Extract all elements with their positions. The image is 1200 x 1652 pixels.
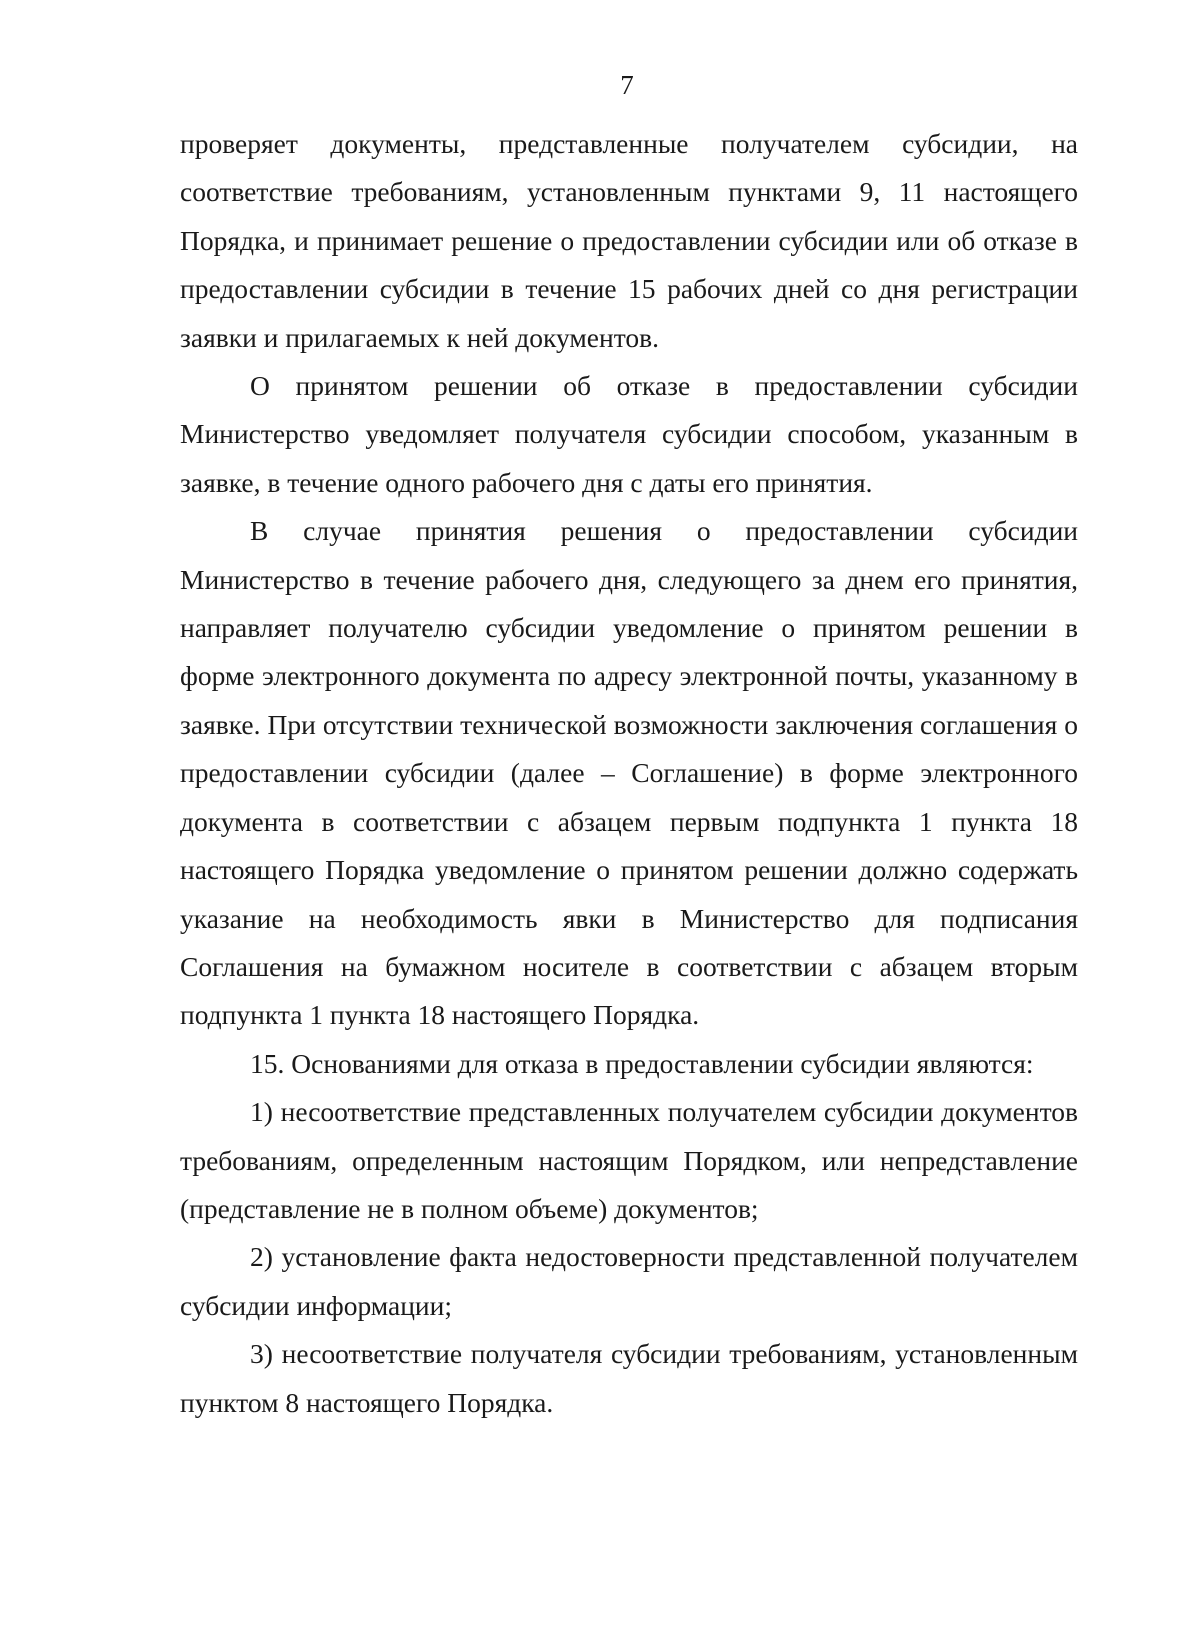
- paragraph-review-documents: проверяет документы, представленные получателем субсидии, на соответствие требованиям, установленным пунктами 9, 11 настоящего Порядка, и принимает решение о предоставлении субсидии или об отказе в предоставлении субсидии в течение 15 рабочих дней со дня регистрации заявки и прилагаемых к ней документов.: [180, 128, 1078, 353]
- paragraph-refusal-grounds-heading: 15. Основаниями для отказа в предоставлении субсидии являются:: [250, 1047, 1034, 1079]
- document-body: [180, 120, 1078, 1427]
- list-item-3: 3) несоответствие получателя субсидии требованиям, установленным пунктом 8 настоящего Порядка.: [180, 1338, 1078, 1418]
- paragraph-approval-notice: В случае принятия решения о предоставлении субсидии Министерство в течение рабочего дня, следующего за днем его принятия, направляет получателю субсидии уведомление о принятом решении в форме электронного документа по адресу электронной почты, указанному в заявке. При отсутствии технической возможности заключения соглашения о предоставлении субсидии (далее – Соглашение) в форме электронного документа в соответствии с абзацем первым подпункта 1 пункта 18 настоящего Порядка уведомление о принятом решении должно содержать указание на необходимость явки в Министерство для подписания Соглашения на бумажном носителе в соответствии с абзацем вторым подпункта 1 пункта 18 настоящего Порядка.: [180, 515, 1078, 1031]
- paragraph-refusal-notice: О принятом решении об отказе в предоставлении субсидии Министерство уведомляет получателя субсидии способом, указанным в заявке, в течение одного рабочего дня с даты его принятия.: [180, 370, 1078, 498]
- page-number: 7: [620, 70, 634, 100]
- list-item-1: 1) несоответствие представленных получателем субсидии документов требованиям, определенным настоящим Порядком, или непредставление (представление не в полном объеме) документов;: [180, 1096, 1078, 1224]
- list-item-2: 2) установление факта недостоверности представленной получателем субсидии информации;: [180, 1241, 1078, 1321]
